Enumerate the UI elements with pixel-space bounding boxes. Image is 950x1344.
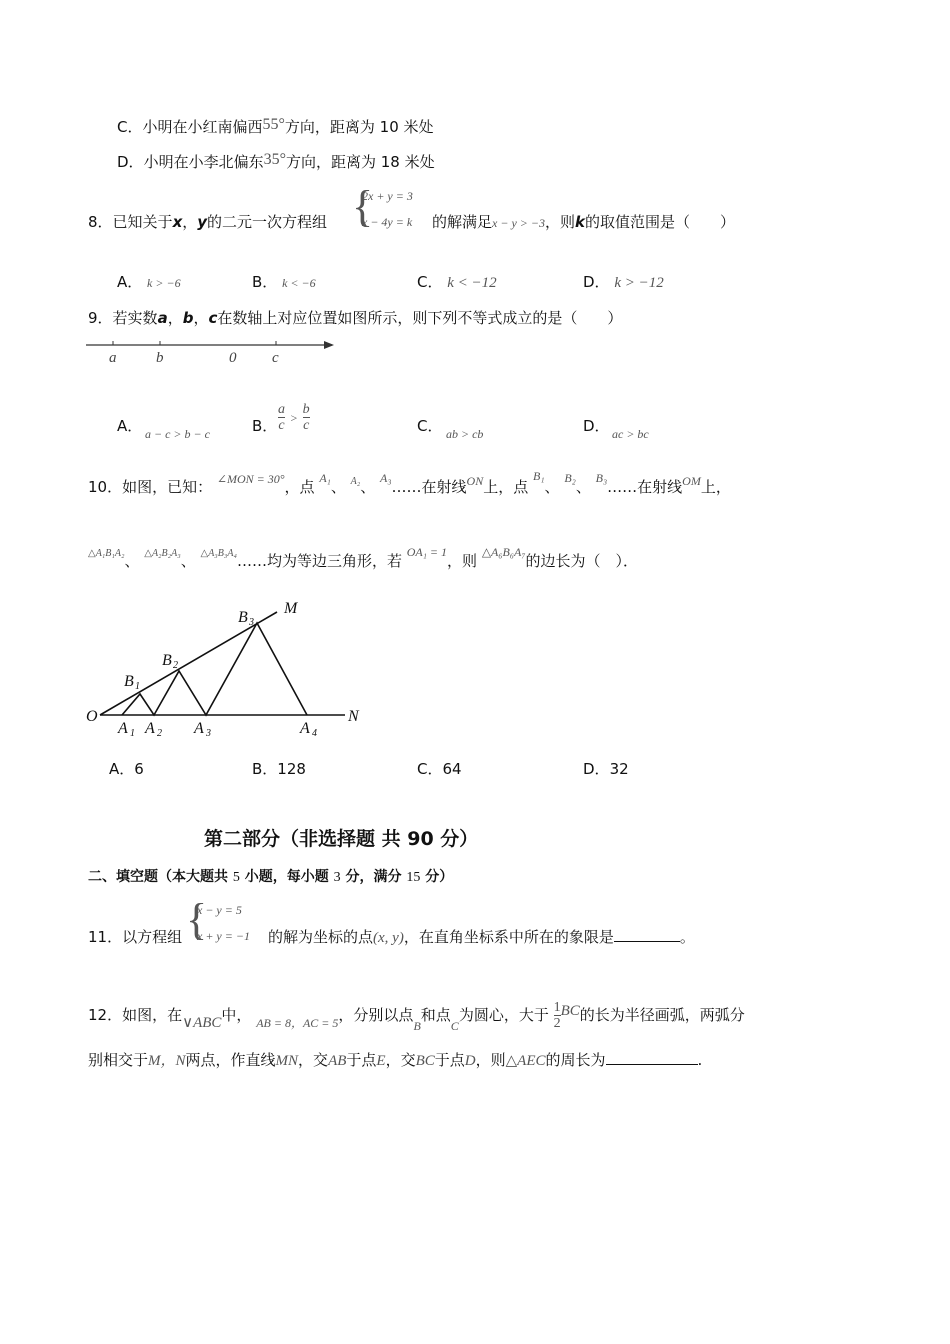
q9-option-b: $\frac{a}{c}$ > $\frac{b}{c}$ — [278, 402, 310, 433]
q12-line1: 12．如图，在∨ABC中， $_{AB = 8,AC = 5}$，分别以点$_B$和点$_C$为圆心，大于 $\frac{1}{2}$ BC的长为半径画弧，两弧分 — [88, 1000, 745, 1033]
svg-text:A: A — [194, 720, 204, 737]
q10-line2: $^{\triangle A_1B_1A_2}$、 $^{\triangle A_2B_2A_3}$、 $^{\triangle A_3B_3A_4}$……均为等边三角形，若 $^{OA_1 = 1}$，则 $^{\triangle A_6B_6A_7}$的边长为（ ）． — [88, 545, 639, 570]
svg-text:1: 1 — [130, 728, 135, 739]
q9-option-d-letter: D． — [583, 417, 610, 435]
label-n: N — [348, 708, 359, 725]
system-brace: { — [352, 182, 374, 231]
q10-line1: 10．如图，已知： $^{\angle MON = 30^\circ}$，点 $^{A_1}$、 $^{A_2}$、 $^{A_3}$……在射线$^{ON}$上，点 $^{B_1}$、 $^{B_2}$、 $^{B_3}$……在射线$^{OM}$上， — [88, 469, 731, 496]
label-a1 — [117, 720, 135, 739]
svg-text:A: A — [118, 720, 128, 737]
q9-option-b-letter: B． — [252, 417, 278, 435]
svg-text:2: 2 — [157, 728, 162, 739]
q11-eq2: x + y = −1 — [197, 929, 250, 943]
q8-stem: 8．已知关于x，y的二元一次方程组 — [88, 213, 328, 231]
q9-option-a: a − c > b − c — [145, 427, 210, 441]
system-brace: { — [186, 895, 208, 944]
svg-text:3: 3 — [249, 617, 254, 628]
svg-text:A: A — [300, 720, 310, 737]
svg-text:B: B — [124, 673, 134, 690]
number-line — [80, 332, 350, 366]
q9-option-c: ab > cb — [446, 427, 484, 441]
label-b1 — [124, 673, 140, 692]
label-a3 — [193, 720, 211, 739]
svg-text:B: B — [238, 609, 248, 626]
q9-option-d: ac > bc — [612, 427, 649, 441]
svg-text:3: 3 — [206, 728, 211, 739]
q8-option-d: D． k > −12 — [583, 273, 664, 291]
q8-option-c: C． k < −12 — [417, 273, 497, 291]
label-o: O — [86, 708, 98, 725]
q8-stem-tail: 的解满足x − y > −3，则k的取值范围是（ ） — [432, 213, 735, 231]
q9-stem: 9．若实数a，b，c在数轴上对应位置如图所示，则下列不等式成立的是（ ） — [88, 309, 623, 327]
q7-option-c: C．小明在小红南偏西55°方向，距离为 10 米处 — [117, 116, 434, 136]
svg-text:2: 2 — [173, 660, 178, 671]
q11-stem: 11．以方程组 — [88, 928, 183, 946]
q11-eq1: x − y = 5 — [197, 903, 242, 917]
q7-option-d: D．小明在小李北偏东35°方向，距离为 18 米处 — [117, 151, 435, 171]
q8-option-b: B． k < −6 — [252, 273, 316, 291]
axis-label-0: 0 — [229, 350, 237, 366]
label-b2 — [162, 652, 178, 671]
section-2-heading: 二、填空题（本大题共 5 小题，每小题 3 分，满分 15 分） — [88, 869, 454, 885]
q8-option-a: A． k > −6 — [117, 273, 181, 291]
q10-figure — [80, 595, 380, 745]
label-m: M — [284, 600, 298, 617]
svg-text:A: A — [145, 720, 155, 737]
q11-stem-tail: 的解为坐标的点(x, y)，在直角坐标系中所在的象限是 。 — [268, 928, 695, 946]
label-a4 — [299, 720, 317, 739]
label-b3 — [238, 609, 254, 628]
answer-blank[interactable] — [614, 927, 680, 942]
svg-text:4: 4 — [312, 728, 317, 739]
q9-option-a-letter: A． — [117, 417, 143, 435]
q10-option-b: B．128 — [252, 760, 306, 778]
label-a2 — [144, 720, 162, 739]
svg-text:B: B — [162, 652, 172, 669]
svg-text:1: 1 — [135, 681, 140, 692]
q10-option-a: A．6 — [109, 760, 144, 778]
axis-label-b: b — [156, 350, 164, 366]
q9-option-c-letter: C． — [417, 417, 443, 435]
q8-eq1: 2x + y = 3 — [362, 189, 413, 203]
q12-line2: 别相交于M，N两点，作直线MN，交AB于点E，交BC于点D，则△AEC的周长为 . — [88, 1051, 703, 1069]
answer-blank[interactable] — [606, 1050, 698, 1065]
q8-eq2: x − 4y = k — [362, 215, 413, 229]
axis-label-c: c — [272, 350, 279, 366]
q10-option-d: D．32 — [583, 760, 629, 778]
part2-title: 第二部分（非选择题 共 90 分） — [204, 828, 479, 850]
axis-label-a: a — [109, 350, 117, 366]
q10-option-c: C．64 — [417, 760, 462, 778]
